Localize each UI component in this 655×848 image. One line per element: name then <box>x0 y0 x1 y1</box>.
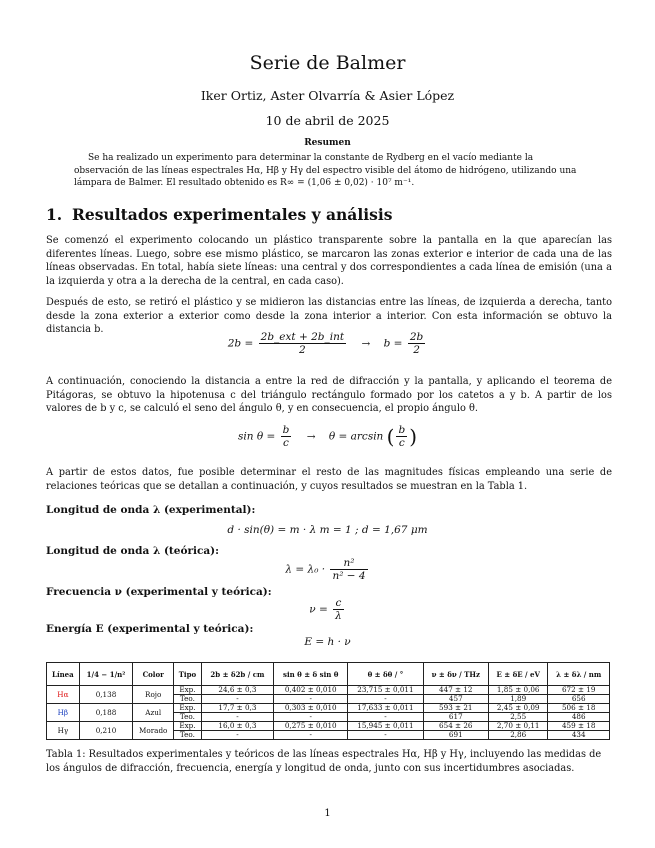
table-cell: 17,7 ± 0,3 <box>201 704 273 713</box>
table-cell: 0,138 <box>79 686 133 704</box>
table-header: Color <box>133 663 174 686</box>
subheading-frequency: Frecuencia ν (experimental y teórica): <box>46 586 272 598</box>
table-cell: 506 ± 18 <box>548 704 610 713</box>
equation-frequency <box>0 597 655 622</box>
table-cell: 2,55 <box>489 713 548 722</box>
table-cell: 0,275 ± 0,010 <box>274 722 348 731</box>
table-cell: 16,0 ± 0,3 <box>201 722 273 731</box>
eq2-rnum: b <box>398 424 406 436</box>
subheading-lambda-exp: Longitud de onda λ (experimental): <box>46 504 256 516</box>
table-cell: 0,210 <box>79 722 133 740</box>
table-header: 2b ± δ2b / cm <box>201 663 273 686</box>
eq5-fraction <box>333 597 344 622</box>
table-cell: 691 <box>423 731 488 740</box>
paragraph-2: Después de esto, se retiró el plástico y se midieron las distancias entre las líneas, de izquierda a derecha, tanto desde la zona exterior a exterior como desde la zona interior a interior. Con esta información se obtuvo la distancia b. <box>46 297 612 335</box>
table-cell: Teo. <box>174 731 202 740</box>
paragraph-1: Se comenzó el experimento colocando un plástico transparente sobre la pantalla en la que aparecían las diferentes líneas. Luego, sobre ese mismo plástico, se marcaron las zonas exterior e interior de cada una de las líneas observadas. En total, había siete líneas: una central y dos correspondientes a cada línea de emisión (una a la izquierda y otra a la derecha de la central, en cada caso). <box>46 235 612 287</box>
equation-lambda <box>0 557 655 582</box>
table-cell: 0,402 ± 0,010 <box>274 686 348 695</box>
table-cell: - <box>201 731 273 740</box>
table-cell: 593 ± 21 <box>423 704 488 713</box>
table-cell: Azul <box>133 704 174 722</box>
table-cell: Morado <box>133 722 174 740</box>
eq4-num: n² <box>330 557 367 570</box>
table-caption: Tabla 1: Resultados experimentales y teóricos de las líneas espectrales Hα, Hβ y Hγ, incluyendo las medidas de los ángulos de difracción, frecuencia, energía y longitud de onda, junto con sus incertidumbres asociadas. <box>46 749 602 774</box>
table-cell: 17,633 ± 0,011 <box>348 704 423 713</box>
results-table <box>46 662 610 740</box>
table-cell: - <box>274 731 348 740</box>
abstract-text: Se ha realizado un experimento para determinar la constante de Rydberg en el vacío mediante la observación de las líneas espectrales Hα, Hβ y Hγ del espectro visible del átomo de hidrógeno, utilizando una lámpara de Balmer. El resultado obtenido es R∞ = (1,06 ± 0,02) · 10⁷ m⁻¹. <box>74 153 577 188</box>
table-header: Línea <box>47 663 80 686</box>
table-header-row <box>47 663 610 686</box>
line-h-gamma: Hγ <box>47 722 80 740</box>
paragraph-3: A continuación, conociendo la distancia a entre la red de difracción y la pantalla, y aplicando el teorema de Pitágoras, se obtuvo la hipotenusa c del triángulo rectángulo formado por los catetos a y b. A partir de los valores de b y c, se calculó el seno del ángulo θ, y en consecuencia, el propio ángulo θ. <box>46 376 612 414</box>
table-cell: Teo. <box>174 695 202 704</box>
eq1-rnum: 2b <box>409 331 424 343</box>
table-cell: Rojo <box>133 686 174 704</box>
table-cell: - <box>274 695 348 704</box>
paragraph-4: A partir de estos datos, fue posible determinar el resto de las magnitudes físicas empleando una serie de relaciones teóricas que se detallan a continuación, y cuyos resultados se muestran en la Tabla 1. <box>46 467 612 492</box>
eq1-den: 2 <box>299 344 306 356</box>
subheading-energy: Energía E (experimental y teórica): <box>46 623 254 635</box>
table-cell: 0,303 ± 0,010 <box>274 704 348 713</box>
table-header: E ± δE / eV <box>489 663 548 686</box>
table-cell: 457 <box>423 695 488 704</box>
table-header: ν ± δν / THz <box>423 663 488 686</box>
equation-b <box>0 331 655 356</box>
table-cell: 2,86 <box>489 731 548 740</box>
table-cell: 23,715 ± 0,011 <box>348 686 423 695</box>
table-cell: 672 ± 19 <box>548 686 610 695</box>
table-cell: 434 <box>548 731 610 740</box>
eq2-fraction <box>281 424 292 449</box>
table-cell: 656 <box>548 695 610 704</box>
section-number: 1. <box>46 205 63 224</box>
table-cell: 24,6 ± 0,3 <box>201 686 273 695</box>
table-cell: 1,89 <box>489 695 548 704</box>
table-cell: Exp. <box>174 722 202 731</box>
table-cell: 0,188 <box>79 704 133 722</box>
table-cell: Exp. <box>174 686 202 695</box>
table-cell: - <box>348 695 423 704</box>
table-cell: - <box>274 713 348 722</box>
table-header: θ ± δθ / ° <box>348 663 423 686</box>
table-cell: 1,85 ± 0,06 <box>489 686 548 695</box>
eq5-num: c <box>333 597 344 610</box>
table-cell: 2,70 ± 0,11 <box>489 722 548 731</box>
eq2-lhs: sin θ = <box>237 430 276 443</box>
table-cell: 2,45 ± 0,09 <box>489 704 548 713</box>
date: 10 de abril de 2025 <box>265 113 390 128</box>
table-cell: 486 <box>548 713 610 722</box>
table-cell: 617 <box>423 713 488 722</box>
equation-energy: E = h · ν <box>304 636 351 648</box>
eq5-lhs: ν = <box>309 603 328 616</box>
table-header: 1/4 − 1/n² <box>79 663 133 686</box>
table-cell: 459 ± 18 <box>548 722 610 731</box>
table-cell: 447 ± 12 <box>423 686 488 695</box>
eq2-rden: c <box>398 437 405 449</box>
page-number: 1 <box>324 808 331 819</box>
table-cell: 15,945 ± 0,011 <box>348 722 423 731</box>
table-cell: 654 ± 26 <box>423 722 488 731</box>
line-h-beta: Hβ <box>47 704 80 722</box>
section-heading <box>46 205 392 224</box>
authors: Iker Ortiz, Aster Olvarría & Asier López <box>200 88 455 103</box>
table-cell: - <box>201 713 273 722</box>
equation-theta: sin θ = $\frac{b}{c}$ → θ = arcsin ( $\frac{b}{c}$ ) <box>237 424 418 449</box>
eq2-num: b <box>282 424 290 436</box>
table-header: λ ± δλ / nm <box>548 663 610 686</box>
eq1-rden: 2 <box>413 344 420 356</box>
table-cell: - <box>348 731 423 740</box>
table-cell: - <box>201 695 273 704</box>
table-cell: - <box>348 713 423 722</box>
eq1-num: 2b_ext + 2b_int <box>260 331 345 343</box>
eq2-rfraction <box>396 424 407 449</box>
paper-title: Serie de Balmer <box>249 52 406 74</box>
eq1-lhs: 2b = <box>227 337 254 350</box>
abstract-heading: Resumen <box>304 138 351 148</box>
eq4-den: n² − 4 <box>332 570 366 582</box>
subheading-lambda-teo: Longitud de onda λ (teórica): <box>46 545 220 557</box>
eq4-fraction <box>330 557 367 582</box>
section-title: Resultados experimentales y análisis <box>72 205 393 224</box>
eq2-arrow: → <box>306 430 316 443</box>
equation-grating: d · sin(θ) = m · λ m = 1 ; d = 1,67 μm <box>227 524 428 536</box>
eq1-arrow: → <box>361 337 371 350</box>
eq1-fraction <box>259 331 346 356</box>
eq5-den: λ <box>335 610 342 622</box>
table-header: Tipo <box>174 663 202 686</box>
eq1-rhs: b = <box>383 337 403 350</box>
table-cell: Exp. <box>174 704 202 713</box>
table-cell: Teo. <box>174 713 202 722</box>
eq1-rfraction <box>408 331 425 356</box>
table-header: sin θ ± δ sin θ <box>274 663 348 686</box>
eq2-den: c <box>283 437 289 449</box>
line-h-alpha: Hα <box>47 686 80 704</box>
eq4-lhs: λ = λ₀ · <box>285 563 326 576</box>
eq2-rhs: θ = arcsin <box>328 430 384 443</box>
